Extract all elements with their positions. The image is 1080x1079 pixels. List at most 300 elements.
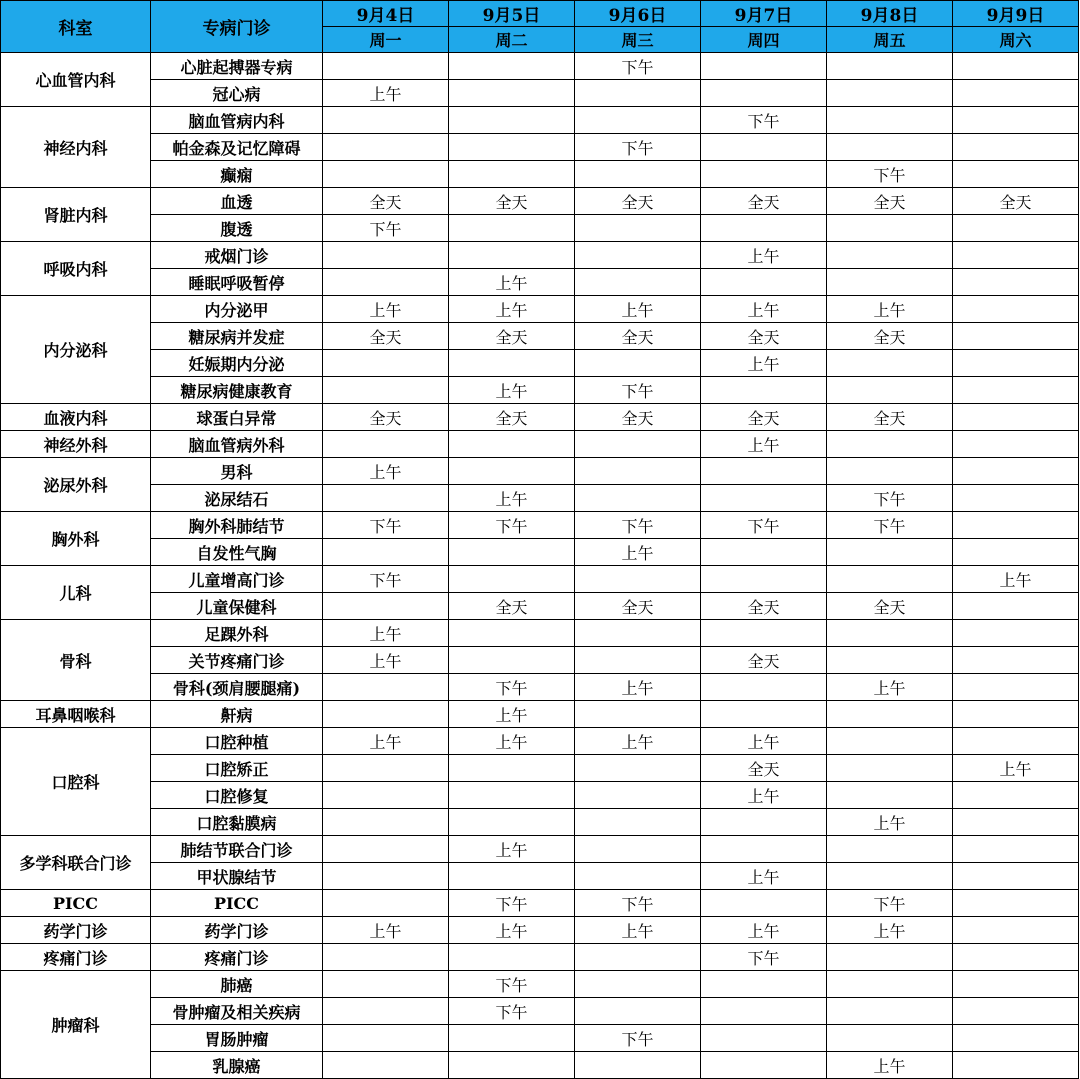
schedule-slot-cell	[701, 701, 827, 728]
date-header: 9月5日	[449, 1, 575, 27]
department-cell: 多学科联合门诊	[1, 836, 151, 890]
department-cell: 内分泌科	[1, 296, 151, 404]
schedule-slot-cell	[827, 269, 953, 296]
schedule-slot-cell	[701, 269, 827, 296]
department-cell: 骨科	[1, 620, 151, 701]
schedule-slot-cell	[701, 998, 827, 1025]
date-header: 9月6日	[575, 1, 701, 27]
schedule-slot-cell	[449, 539, 575, 566]
schedule-slot-cell: 上午	[827, 1052, 953, 1079]
specialty-clinic-cell: 甲状腺结节	[151, 863, 323, 890]
specialty-clinic-cell: 肺结节联合门诊	[151, 836, 323, 863]
schedule-slot-cell	[953, 647, 1079, 674]
schedule-slot-cell	[449, 80, 575, 107]
schedule-slot-cell	[323, 134, 449, 161]
specialty-clinic-cell: 疼痛门诊	[151, 944, 323, 971]
schedule-slot-cell	[575, 458, 701, 485]
schedule-slot-cell	[575, 485, 701, 512]
schedule-slot-cell	[827, 350, 953, 377]
schedule-slot-cell	[827, 431, 953, 458]
schedule-slot-cell: 全天	[953, 188, 1079, 215]
table-row	[1, 296, 1079, 323]
specialty-clinic-cell: 腹透	[151, 215, 323, 242]
schedule-slot-cell	[827, 134, 953, 161]
schedule-slot-cell	[953, 890, 1079, 917]
schedule-slot-cell	[323, 539, 449, 566]
department-cell: 肾脏内科	[1, 188, 151, 242]
schedule-slot-cell: 上午	[575, 917, 701, 944]
schedule-slot-cell	[449, 215, 575, 242]
schedule-slot-cell: 下午	[701, 512, 827, 539]
specialty-clinic-cell: 心脏起搏器专病	[151, 53, 323, 80]
schedule-slot-cell	[827, 782, 953, 809]
schedule-slot-cell	[575, 782, 701, 809]
schedule-slot-cell	[953, 863, 1079, 890]
specialty-clinic-cell: 妊娠期内分泌	[151, 350, 323, 377]
schedule-slot-cell	[701, 53, 827, 80]
schedule-slot-cell	[827, 836, 953, 863]
table-row	[1, 971, 1079, 998]
specialty-clinic-cell: 足踝外科	[151, 620, 323, 647]
schedule-slot-cell	[953, 53, 1079, 80]
table-row	[1, 1052, 1079, 1079]
schedule-slot-cell	[575, 620, 701, 647]
specialty-clinic-cell: 内分泌甲	[151, 296, 323, 323]
date-header: 9月9日	[953, 1, 1079, 27]
department-cell: 疼痛门诊	[1, 944, 151, 971]
schedule-slot-cell: 全天	[449, 188, 575, 215]
schedule-slot-cell	[827, 107, 953, 134]
schedule-slot-cell	[323, 1025, 449, 1052]
schedule-slot-cell: 全天	[701, 647, 827, 674]
table-row	[1, 782, 1079, 809]
schedule-slot-cell	[323, 377, 449, 404]
schedule-slot-cell: 下午	[827, 485, 953, 512]
weekday-header: 周二	[449, 27, 575, 53]
schedule-slot-cell	[827, 566, 953, 593]
schedule-slot-cell	[827, 377, 953, 404]
schedule-slot-cell: 下午	[449, 674, 575, 701]
schedule-slot-cell: 下午	[827, 890, 953, 917]
schedule-slot-cell: 全天	[575, 188, 701, 215]
schedule-slot-cell: 上午	[701, 350, 827, 377]
schedule-slot-cell: 全天	[701, 755, 827, 782]
table-row	[1, 755, 1079, 782]
schedule-slot-cell	[449, 782, 575, 809]
schedule-slot-cell	[953, 404, 1079, 431]
schedule-slot-cell	[953, 107, 1079, 134]
schedule-slot-cell: 全天	[827, 323, 953, 350]
schedule-slot-cell	[449, 134, 575, 161]
schedule-slot-cell	[323, 701, 449, 728]
schedule-slot-cell	[701, 80, 827, 107]
weekday-header: 周五	[827, 27, 953, 53]
schedule-slot-cell	[953, 728, 1079, 755]
table-row	[1, 836, 1079, 863]
schedule-slot-cell: 下午	[575, 53, 701, 80]
schedule-slot-cell: 全天	[449, 593, 575, 620]
specialty-clinic-cell: 骨肿瘤及相关疾病	[151, 998, 323, 1025]
schedule-slot-cell: 上午	[827, 674, 953, 701]
schedule-slot-cell: 上午	[323, 296, 449, 323]
schedule-slot-cell	[701, 377, 827, 404]
weekday-header: 周三	[575, 27, 701, 53]
schedule-slot-cell: 全天	[827, 593, 953, 620]
schedule-slot-cell	[449, 53, 575, 80]
schedule-slot-cell	[575, 647, 701, 674]
schedule-slot-cell: 下午	[449, 998, 575, 1025]
schedule-slot-cell	[323, 809, 449, 836]
schedule-slot-cell: 下午	[323, 566, 449, 593]
schedule-slot-cell	[953, 593, 1079, 620]
schedule-slot-cell: 下午	[575, 134, 701, 161]
schedule-slot-cell: 全天	[575, 404, 701, 431]
schedule-slot-cell: 上午	[827, 296, 953, 323]
schedule-slot-cell	[953, 620, 1079, 647]
schedule-slot-cell: 全天	[575, 593, 701, 620]
department-header: 科室	[1, 1, 151, 53]
schedule-slot-cell	[827, 863, 953, 890]
schedule-slot-cell	[701, 836, 827, 863]
schedule-slot-cell	[575, 80, 701, 107]
date-header: 9月7日	[701, 1, 827, 27]
schedule-slot-cell	[827, 458, 953, 485]
schedule-slot-cell	[575, 809, 701, 836]
schedule-slot-cell: 下午	[701, 107, 827, 134]
schedule-slot-cell	[827, 242, 953, 269]
schedule-slot-cell	[827, 701, 953, 728]
schedule-slot-cell: 上午	[449, 917, 575, 944]
schedule-slot-cell: 上午	[323, 917, 449, 944]
schedule-slot-cell	[953, 458, 1079, 485]
weekday-header: 周一	[323, 27, 449, 53]
schedule-slot-cell: 全天	[701, 593, 827, 620]
schedule-slot-cell	[701, 161, 827, 188]
schedule-slot-cell	[575, 944, 701, 971]
schedule-slot-cell	[953, 971, 1079, 998]
table-row	[1, 917, 1079, 944]
schedule-slot-cell	[449, 242, 575, 269]
specialty-clinic-cell: 球蛋白异常	[151, 404, 323, 431]
schedule-slot-cell	[953, 323, 1079, 350]
specialty-clinic-cell: 脑血管病外科	[151, 431, 323, 458]
schedule-slot-cell: 上午	[701, 431, 827, 458]
department-cell: 泌尿外科	[1, 458, 151, 512]
schedule-slot-cell: 下午	[449, 890, 575, 917]
schedule-slot-cell	[701, 485, 827, 512]
schedule-slot-cell: 上午	[449, 728, 575, 755]
schedule-slot-cell	[827, 647, 953, 674]
schedule-slot-cell: 下午	[323, 215, 449, 242]
schedule-slot-cell: 全天	[449, 404, 575, 431]
specialty-clinic-cell: 糖尿病并发症	[151, 323, 323, 350]
schedule-slot-cell	[953, 377, 1079, 404]
schedule-slot-cell: 上午	[575, 728, 701, 755]
schedule-slot-cell	[323, 593, 449, 620]
specialty-clinic-cell: 戒烟门诊	[151, 242, 323, 269]
schedule-slot-cell	[323, 431, 449, 458]
schedule-slot-cell	[323, 890, 449, 917]
schedule-slot-cell	[953, 80, 1079, 107]
schedule-slot-cell	[827, 944, 953, 971]
schedule-slot-cell	[953, 1052, 1079, 1079]
schedule-slot-cell	[953, 539, 1079, 566]
specialty-clinic-cell: 血透	[151, 188, 323, 215]
schedule-slot-cell	[827, 1025, 953, 1052]
schedule-slot-cell	[701, 674, 827, 701]
table-row	[1, 53, 1079, 80]
schedule-slot-cell: 下午	[449, 971, 575, 998]
schedule-slot-cell	[449, 1025, 575, 1052]
schedule-slot-cell: 全天	[827, 188, 953, 215]
specialty-clinic-cell: 儿童保健科	[151, 593, 323, 620]
schedule-slot-cell	[323, 485, 449, 512]
schedule-slot-cell	[323, 674, 449, 701]
department-cell: 耳鼻咽喉科	[1, 701, 151, 728]
schedule-slot-cell	[449, 647, 575, 674]
schedule-slot-cell	[953, 998, 1079, 1025]
schedule-slot-cell	[701, 1025, 827, 1052]
schedule-slot-cell	[323, 242, 449, 269]
schedule-slot-cell: 上午	[701, 917, 827, 944]
table-row	[1, 998, 1079, 1025]
specialty-clinic-cell: 睡眠呼吸暂停	[151, 269, 323, 296]
schedule-slot-cell	[953, 215, 1079, 242]
schedule-slot-cell: 全天	[827, 404, 953, 431]
schedule-slot-cell	[575, 566, 701, 593]
schedule-slot-cell: 下午	[575, 1025, 701, 1052]
schedule-header	[1, 1, 1079, 53]
schedule-slot-cell	[449, 755, 575, 782]
specialty-clinic-cell: 乳腺癌	[151, 1052, 323, 1079]
table-row	[1, 674, 1079, 701]
schedule-slot-cell: 上午	[701, 296, 827, 323]
schedule-slot-cell	[449, 431, 575, 458]
department-cell: 口腔科	[1, 728, 151, 836]
schedule-slot-cell: 上午	[575, 296, 701, 323]
table-row	[1, 458, 1079, 485]
schedule-slot-cell	[323, 755, 449, 782]
specialty-clinic-cell: 糖尿病健康教育	[151, 377, 323, 404]
schedule-slot-cell	[323, 269, 449, 296]
specialty-clinic-cell: 自发性气胸	[151, 539, 323, 566]
table-row	[1, 323, 1079, 350]
specialty-clinic-cell: 口腔种植	[151, 728, 323, 755]
department-cell: 儿科	[1, 566, 151, 620]
schedule-slot-cell: 下午	[449, 512, 575, 539]
schedule-slot-cell	[575, 107, 701, 134]
schedule-slot-cell: 下午	[323, 512, 449, 539]
schedule-slot-cell: 上午	[323, 80, 449, 107]
schedule-slot-cell	[953, 809, 1079, 836]
schedule-slot-cell	[953, 917, 1079, 944]
schedule-slot-cell: 上午	[701, 242, 827, 269]
schedule-slot-cell	[575, 1052, 701, 1079]
schedule-slot-cell	[827, 53, 953, 80]
schedule-slot-cell	[701, 134, 827, 161]
schedule-slot-cell: 上午	[323, 620, 449, 647]
department-cell: 药学门诊	[1, 917, 151, 944]
schedule-slot-cell: 上午	[449, 701, 575, 728]
table-row	[1, 215, 1079, 242]
specialty-clinic-cell: 关节疼痛门诊	[151, 647, 323, 674]
schedule-slot-cell	[701, 971, 827, 998]
schedule-slot-cell	[953, 269, 1079, 296]
schedule-slot-cell	[575, 350, 701, 377]
schedule-slot-cell: 下午	[575, 890, 701, 917]
specialty-clinic-cell: PICC	[151, 890, 323, 917]
table-row	[1, 944, 1079, 971]
schedule-slot-cell: 上午	[827, 809, 953, 836]
schedule-slot-cell: 上午	[701, 728, 827, 755]
specialty-clinic-cell: 男科	[151, 458, 323, 485]
table-row	[1, 890, 1079, 917]
schedule-slot-cell	[323, 836, 449, 863]
schedule-slot-cell	[701, 458, 827, 485]
schedule-slot-cell: 下午	[827, 512, 953, 539]
table-row	[1, 107, 1079, 134]
schedule-slot-cell	[701, 215, 827, 242]
schedule-slot-cell: 上午	[701, 782, 827, 809]
schedule-slot-cell	[323, 1052, 449, 1079]
schedule-slot-cell	[827, 728, 953, 755]
schedule-slot-cell	[575, 863, 701, 890]
schedule-slot-cell	[323, 782, 449, 809]
table-row	[1, 512, 1079, 539]
schedule-slot-cell	[953, 134, 1079, 161]
schedule-slot-cell	[701, 566, 827, 593]
schedule-slot-cell	[323, 350, 449, 377]
schedule-slot-cell: 全天	[323, 188, 449, 215]
schedule-slot-cell	[449, 1052, 575, 1079]
table-row	[1, 809, 1079, 836]
schedule-slot-cell	[953, 782, 1079, 809]
schedule-slot-cell	[827, 998, 953, 1025]
schedule-body	[1, 53, 1079, 1079]
schedule-slot-cell	[449, 944, 575, 971]
table-row	[1, 80, 1079, 107]
schedule-slot-cell	[575, 971, 701, 998]
schedule-slot-cell	[449, 809, 575, 836]
schedule-slot-cell	[323, 107, 449, 134]
schedule-slot-cell: 全天	[323, 404, 449, 431]
specialty-clinic-cell: 帕金森及记忆障碍	[151, 134, 323, 161]
table-row	[1, 404, 1079, 431]
specialty-clinic-cell: 鼾病	[151, 701, 323, 728]
schedule-slot-cell	[449, 350, 575, 377]
schedule-slot-cell	[575, 269, 701, 296]
table-row	[1, 566, 1079, 593]
schedule-slot-cell	[323, 971, 449, 998]
specialty-clinic-cell: 儿童增高门诊	[151, 566, 323, 593]
schedule-slot-cell	[827, 539, 953, 566]
schedule-slot-cell: 全天	[575, 323, 701, 350]
schedule-slot-cell	[575, 431, 701, 458]
schedule-slot-cell	[953, 944, 1079, 971]
table-row	[1, 593, 1079, 620]
department-cell: 神经外科	[1, 431, 151, 458]
department-cell: 心血管内科	[1, 53, 151, 107]
schedule-slot-cell: 上午	[953, 566, 1079, 593]
specialty-clinic-cell: 泌尿结石	[151, 485, 323, 512]
schedule-slot-cell: 下午	[701, 944, 827, 971]
schedule-slot-cell	[449, 458, 575, 485]
table-row	[1, 1025, 1079, 1052]
schedule-slot-cell	[953, 674, 1079, 701]
schedule-slot-cell: 上午	[449, 836, 575, 863]
schedule-slot-cell	[449, 620, 575, 647]
schedule-slot-cell	[449, 863, 575, 890]
schedule-slot-cell: 下午	[575, 377, 701, 404]
specialty-clinic-cell: 冠心病	[151, 80, 323, 107]
schedule-slot-cell: 上午	[449, 296, 575, 323]
schedule-slot-cell	[701, 620, 827, 647]
schedule-slot-cell	[449, 161, 575, 188]
schedule-slot-cell: 全天	[701, 404, 827, 431]
specialty-clinic-cell: 骨科(颈肩腰腿痛)	[151, 674, 323, 701]
date-header: 9月4日	[323, 1, 449, 27]
specialty-clinic-cell: 癫痫	[151, 161, 323, 188]
schedule-slot-cell: 上午	[953, 755, 1079, 782]
department-cell: 血液内科	[1, 404, 151, 431]
schedule-slot-cell	[827, 971, 953, 998]
schedule-slot-cell	[449, 107, 575, 134]
table-row	[1, 539, 1079, 566]
specialty-clinic-header: 专病门诊	[151, 1, 323, 53]
schedule-slot-cell	[953, 701, 1079, 728]
schedule-slot-cell	[953, 512, 1079, 539]
department-cell: PICC	[1, 890, 151, 917]
schedule-slot-cell: 全天	[701, 188, 827, 215]
schedule-slot-cell	[827, 215, 953, 242]
schedule-slot-cell	[575, 701, 701, 728]
schedule-slot-cell: 下午	[827, 161, 953, 188]
schedule-slot-cell: 上午	[575, 674, 701, 701]
table-row	[1, 485, 1079, 512]
weekday-header: 周四	[701, 27, 827, 53]
department-cell: 肿瘤科	[1, 971, 151, 1079]
schedule-slot-cell: 全天	[323, 323, 449, 350]
specialty-clinic-cell: 脑血管病内科	[151, 107, 323, 134]
schedule-slot-cell	[575, 242, 701, 269]
schedule-slot-cell	[701, 809, 827, 836]
schedule-slot-cell	[575, 215, 701, 242]
table-row	[1, 269, 1079, 296]
specialty-clinic-cell: 药学门诊	[151, 917, 323, 944]
schedule-slot-cell	[953, 296, 1079, 323]
table-row	[1, 863, 1079, 890]
schedule-slot-cell: 全天	[449, 323, 575, 350]
schedule-slot-cell: 上午	[827, 917, 953, 944]
schedule-slot-cell	[575, 161, 701, 188]
schedule-slot-cell: 上午	[449, 485, 575, 512]
schedule-slot-cell: 上午	[449, 269, 575, 296]
table-row	[1, 350, 1079, 377]
schedule-slot-cell: 上午	[575, 539, 701, 566]
schedule-slot-cell	[701, 1052, 827, 1079]
schedule-slot-cell	[827, 755, 953, 782]
schedule-slot-cell	[575, 836, 701, 863]
table-row	[1, 431, 1079, 458]
schedule-slot-cell	[953, 1025, 1079, 1052]
schedule-slot-cell	[323, 998, 449, 1025]
schedule-slot-cell	[827, 620, 953, 647]
table-row	[1, 728, 1079, 755]
specialty-clinic-cell: 口腔黏膜病	[151, 809, 323, 836]
schedule-slot-cell: 上午	[701, 863, 827, 890]
specialty-clinic-cell: 胃肠肿瘤	[151, 1025, 323, 1052]
schedule-slot-cell	[953, 485, 1079, 512]
